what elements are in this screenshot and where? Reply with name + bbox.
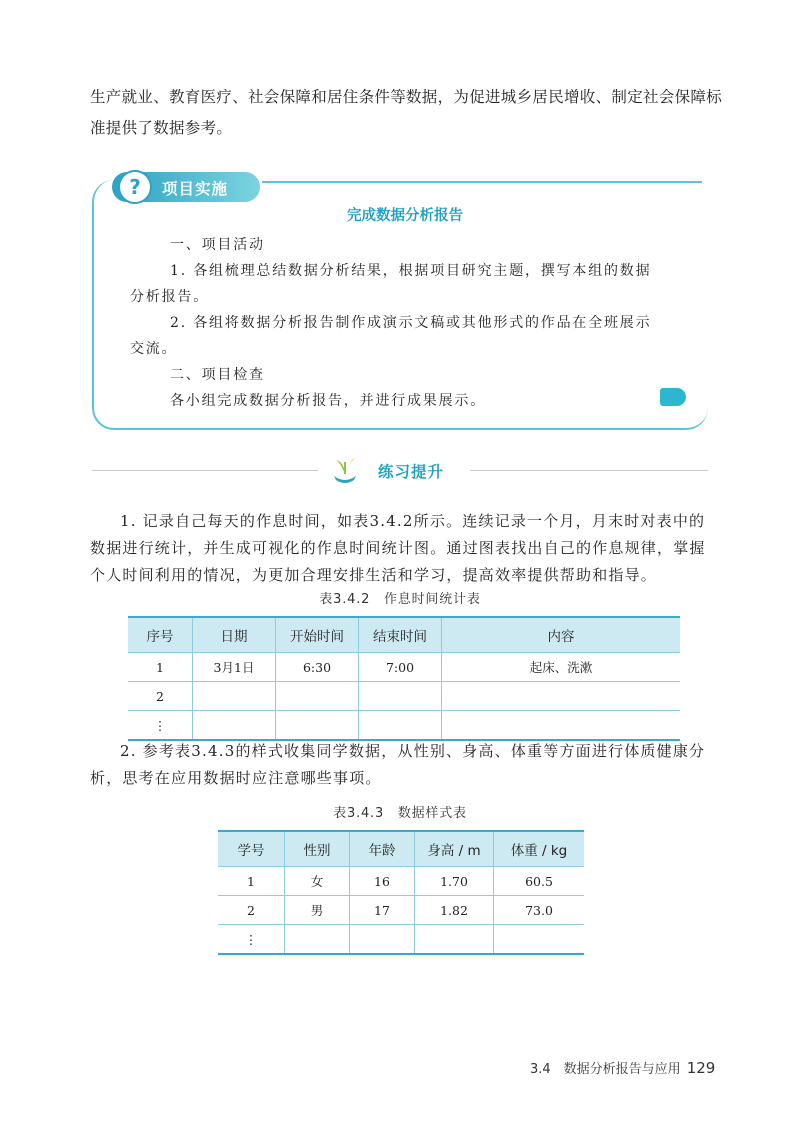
table-cell: 73.0 — [494, 896, 585, 925]
table-cell — [442, 682, 681, 711]
project-badge-label: 项目实施 — [162, 180, 229, 198]
pointing-hand-icon — [660, 388, 686, 406]
column-header: 体重 / kg — [494, 831, 585, 867]
question-icon: ? — [118, 170, 152, 204]
table-row — [218, 925, 584, 955]
table-cell: 16 — [350, 867, 415, 896]
table-cell — [276, 711, 359, 741]
project-item-1-line2: 分析报告。 — [130, 289, 209, 305]
table-cell: 1 — [128, 653, 193, 682]
page-number: 129 — [686, 1059, 716, 1077]
table-cell: ⋮ — [218, 925, 285, 955]
table-row — [128, 653, 680, 682]
table-cell — [350, 925, 415, 955]
column-header: 性别 — [285, 831, 350, 867]
column-header: 结束时间 — [359, 617, 442, 653]
column-header: 年龄 — [350, 831, 415, 867]
table-header-row — [218, 831, 584, 867]
table-cell: 3月1日 — [193, 653, 276, 682]
exercise-1-text: 1. 记录自己每天的作息时间，如表3.4.2所示。连续记录一个月，月末时对表中的数据进行统计，并生成可视化的作息时间统计图。通过图表找出自己的作息规律，掌握个人时间利用的情况，为更加合理安排生活和学习，提高效率提供帮助和指导。 — [90, 512, 706, 584]
schedule-table — [128, 616, 680, 741]
project-item-2-line2: 交流。 — [130, 341, 178, 357]
column-header: 内容 — [442, 617, 681, 653]
data-sample-table — [218, 830, 584, 955]
exercise-divider-right — [470, 470, 708, 471]
table-row — [218, 867, 584, 896]
project-heading-activities: 一、项目活动 — [170, 237, 265, 253]
table-row — [128, 711, 680, 741]
table-cell: 2 — [218, 896, 285, 925]
table-cell: 男 — [285, 896, 350, 925]
table-row — [218, 896, 584, 925]
column-header: 身高 / m — [415, 831, 494, 867]
exercise-2-text: 2. 参考表3.4.3的样式收集同学数据，从性别、身高、体重等方面进行体质健康分析，思考在应用数据时应注意哪些事项。 — [90, 742, 706, 787]
table-cell — [285, 925, 350, 955]
table-cell: 6:30 — [276, 653, 359, 682]
project-heading-check: 二、项目检查 — [170, 367, 265, 383]
page-footer — [530, 1058, 715, 1077]
table-cell — [415, 925, 494, 955]
table-cell: 60.5 — [494, 867, 585, 896]
table-cell — [276, 682, 359, 711]
column-header: 开始时间 — [276, 617, 359, 653]
project-box-top-line — [262, 181, 702, 183]
table-cell — [442, 711, 681, 741]
exercise-title: 练习提升 — [378, 463, 445, 481]
table-cell: 2 — [128, 682, 193, 711]
table-cell: 1 — [218, 867, 285, 896]
table-2-caption: 表3.4.3 数据样式表 — [333, 806, 467, 821]
table-cell: 1.82 — [415, 896, 494, 925]
table-header-row — [128, 617, 680, 653]
table-cell — [359, 682, 442, 711]
column-header: 序号 — [128, 617, 193, 653]
table-cell: 7:00 — [359, 653, 442, 682]
table-row — [128, 682, 680, 711]
project-check-text: 各小组完成数据分析报告，并进行成果展示。 — [170, 393, 486, 409]
table-cell: 17 — [350, 896, 415, 925]
exercise-divider-left — [92, 470, 318, 471]
table-cell: 起床、洗漱 — [442, 653, 681, 682]
table-cell: ⋮ — [128, 711, 193, 741]
table-cell — [193, 682, 276, 711]
project-item-1-line1: 1. 各组梳理总结数据分析结果，根据项目研究主题，撰写本组的数据 — [170, 263, 652, 279]
table-1-caption: 表3.4.2 作息时间统计表 — [319, 592, 481, 607]
table-cell — [494, 925, 585, 955]
column-header: 日期 — [193, 617, 276, 653]
table-cell: 女 — [285, 867, 350, 896]
intro-paragraph: 生产就业、教育医疗、社会保障和居住条件等数据，为促进城乡居民增收、制定社会保障标准提供了数据参考。 — [90, 88, 723, 137]
footer-section-title: 3.4 数据分析报告与应用 — [530, 1062, 681, 1077]
table-cell: 1.70 — [415, 867, 494, 896]
project-item-2-line1: 2. 各组将数据分析报告制作成演示文稿或其他形式的作品在全班展示 — [170, 315, 652, 331]
table-cell — [359, 711, 442, 741]
sprout-icon — [328, 452, 362, 486]
table-cell — [193, 711, 276, 741]
project-title: 完成数据分析报告 — [347, 208, 463, 224]
column-header: 学号 — [218, 831, 285, 867]
